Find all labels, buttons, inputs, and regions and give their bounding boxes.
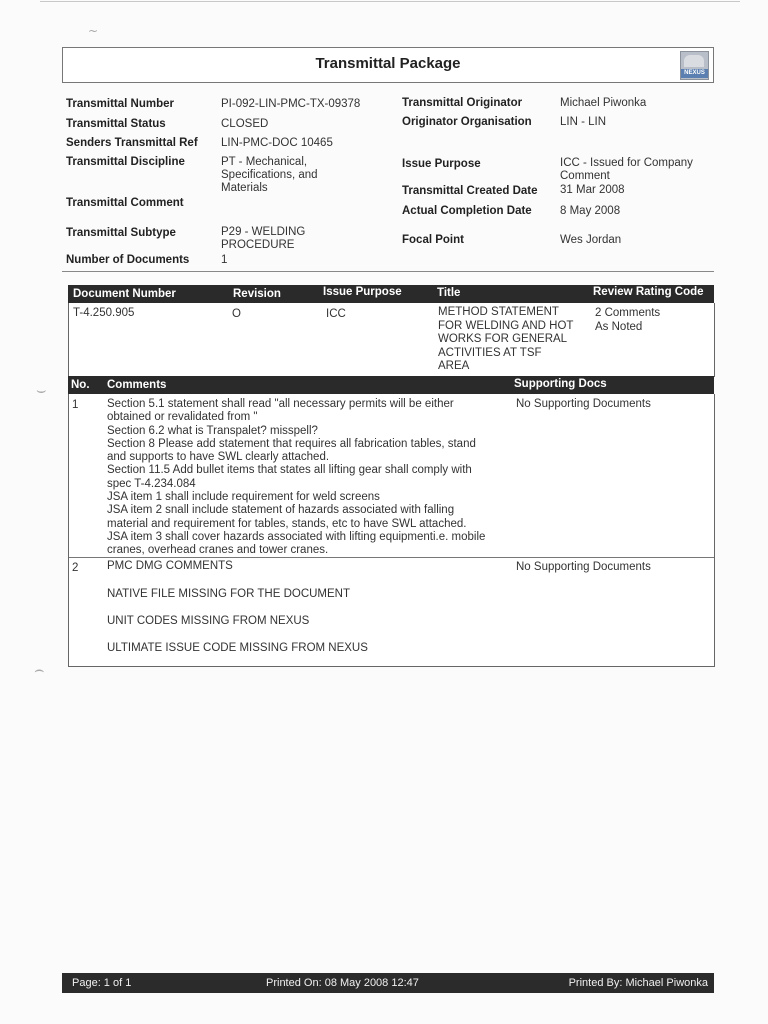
review-rating-cell: 2 Comments As Noted [595, 307, 661, 333]
section-divider [62, 271, 714, 272]
originator-label: Transmittal Originator [402, 97, 523, 109]
focal-point-label: Focal Point [402, 234, 464, 246]
senders-ref-value: LIN-PMC-DOC 10465 [221, 137, 333, 149]
page-number: Page: 1 of 1 [72, 977, 132, 989]
supporting-docs-cell: No Supporting Documents [516, 561, 651, 573]
issue-purpose-cell: ICC [326, 308, 346, 320]
comment-text-block [107, 398, 517, 556]
comment-line: JSA item 3 shall cover hazards associated with lifting equipmenti.e. mobile [107, 530, 486, 543]
subtype-value: P29 - WELDING PROCEDURE [221, 226, 306, 251]
nexus-logo [680, 51, 709, 80]
number-of-documents-value: 1 [221, 254, 228, 266]
subtype-label: Transmittal Subtype [66, 227, 176, 239]
col-no: No. [71, 379, 90, 391]
title-cell: METHOD STATEMENT FOR WELDING AND HOT WORKS FOR GENERAL ACTIVITIES AT TSF AREA [438, 306, 574, 372]
col-revision: Revision [233, 288, 281, 300]
comments-table-header [68, 376, 714, 394]
comment-number: 1 [72, 399, 79, 411]
transmittal-number-label: Transmittal Number [66, 98, 174, 110]
comment-line: JSA item 2 snall include statement of hazards associated with falling [107, 504, 455, 517]
comment-line: Section 5.1 statement shall read "all necessary permits will be either [107, 398, 454, 410]
senders-ref-label: Senders Transmittal Ref [66, 137, 198, 149]
documents-table-row [68, 303, 715, 377]
col-issue-purpose: Issue Purpose [323, 286, 402, 298]
comment-line: cranes, overhead cranes and tower cranes. [107, 544, 329, 556]
comment-line: and supports to have SWL clearly attached. [107, 451, 330, 464]
document-number-cell: T-4.250.905 [73, 307, 135, 319]
discipline-value: PT - Mechanical, Specifications, and Materials [221, 156, 318, 194]
supporting-docs-cell: No Supporting Documents [516, 398, 651, 410]
comment-line: PMC DMG COMMENTS [107, 560, 233, 572]
scan-artifact: ⌣ [36, 380, 47, 399]
issue-purpose-value: ICC - Issued for Company Comment [560, 157, 693, 182]
comment-line: NATIVE FILE MISSING FOR THE DOCUMENT [107, 588, 351, 600]
originator-org-value: LIN - LIN [560, 116, 607, 128]
col-review-rating-code: Review Rating Code [593, 286, 704, 298]
originator-value: Michael Piwonka [560, 97, 647, 109]
comment-line: Section 11.5 Add bullet items that states all lifting gear shall comply with [107, 464, 472, 477]
scan-artifact: ~ [88, 24, 99, 38]
revision-cell: O [232, 308, 241, 320]
col-comments: Comments [107, 379, 167, 391]
number-of-documents-label: Number of Documents [66, 254, 190, 266]
comments-table-body [68, 394, 715, 667]
scan-artifact: ⌢ [34, 660, 45, 679]
comment-line: JSA item 1 shall include requirement for weld screens [107, 491, 380, 504]
comment-line: Section 6.2 what is Transpalet? misspell? [107, 424, 318, 437]
transmittal-comment-label: Transmittal Comment [66, 197, 184, 209]
completion-date-label: Actual Completion Date [402, 205, 532, 217]
documents-table-header [68, 285, 714, 303]
col-supporting-docs: Supporting Docs [514, 378, 607, 390]
page-title: Transmittal Package [315, 55, 461, 72]
logo-text: NEXUS [681, 69, 708, 78]
discipline-label: Transmittal Discipline [66, 156, 185, 168]
transmittal-number-value: PI-092-LIN-PMC-TX-09378 [221, 98, 361, 110]
comment-line: obtained or revalidated from " [107, 411, 258, 424]
comment-number: 2 [72, 562, 79, 574]
issue-purpose-label: Issue Purpose [402, 158, 481, 170]
page-footer [62, 973, 714, 993]
col-title: Title [437, 287, 461, 299]
completion-date-value: 8 May 2008 [560, 205, 621, 217]
originator-org-label: Originator Organisation [402, 116, 532, 128]
transmittal-status-label: Transmittal Status [66, 118, 166, 130]
transmittal-status-value: CLOSED [221, 118, 269, 130]
comment-line: Section 8 Please add statement that requires all fabrication tables, stand [107, 437, 476, 450]
focal-point-value: Wes Jordan [560, 234, 622, 246]
scan-edge-line [40, 1, 740, 2]
created-date-label: Transmittal Created Date [402, 185, 538, 197]
printed-on: Printed On: 08 May 2008 12:47 [266, 977, 419, 989]
printed-by: Printed By: Michael Piwonka [568, 977, 708, 989]
comment-line: spec T-4.234.084 [107, 477, 196, 490]
col-document-number: Document Number [73, 288, 176, 300]
comment-line: material and requirement for tables, stands, etc to have SWL attached. [107, 517, 467, 530]
comment-line: UNIT CODES MISSING FROM NEXUS [107, 615, 310, 627]
logo-graphic [684, 55, 704, 67]
created-date-value: 31 Mar 2008 [560, 184, 625, 196]
row-divider [69, 557, 714, 558]
title-box [62, 47, 714, 83]
comment-line: ULTIMATE ISSUE CODE MISSING FROM NEXUS [107, 642, 368, 654]
